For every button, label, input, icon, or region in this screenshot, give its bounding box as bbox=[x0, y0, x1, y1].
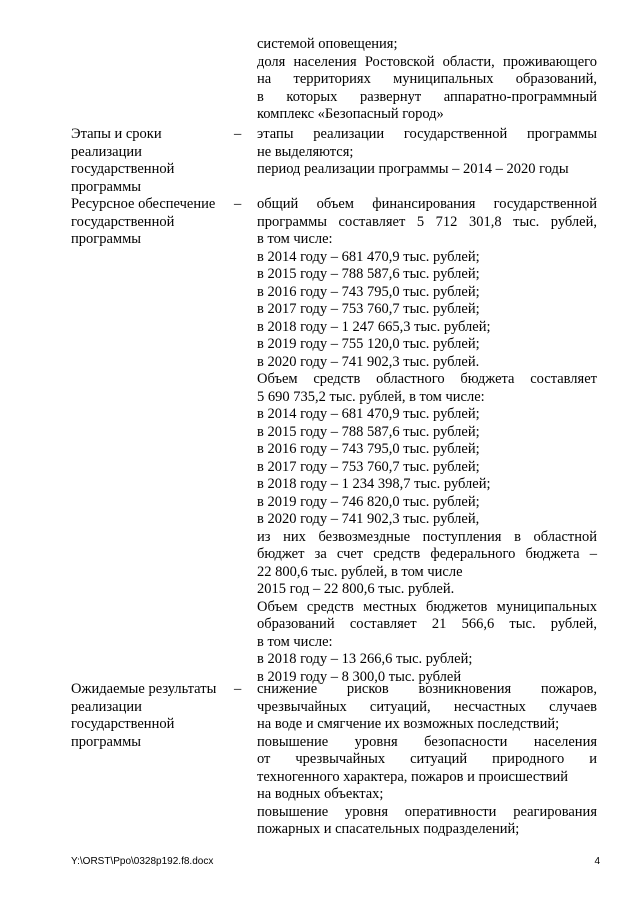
content-line: в 2014 году – 681 470,9 тыс. рублей; bbox=[257, 406, 480, 422]
content-line: 2015 год – 22 800,6 тыс. рублей. bbox=[257, 581, 455, 597]
content-line: в 2020 году – 741 902,3 тыс. рублей. bbox=[257, 353, 480, 370]
intro-content bbox=[257, 36, 597, 124]
intro-line: на территориях муниципальных образований, bbox=[257, 71, 597, 87]
label-line: программы bbox=[71, 231, 141, 247]
page-number: 4 bbox=[594, 856, 600, 867]
content-line: не выделяются; bbox=[257, 143, 354, 160]
content-line: чрезвычайных ситуаций, несчастных случаев bbox=[257, 698, 597, 715]
section-label bbox=[71, 126, 241, 196]
section-dash: – bbox=[234, 126, 242, 142]
label-line: государственной bbox=[71, 161, 175, 177]
intro-line: системой оповещения; bbox=[257, 36, 398, 52]
content-line: 5 690 735,2 тыс. рублей, в том числе: bbox=[257, 388, 485, 405]
content-line: в 2016 году – 743 795,0 тыс. рублей; bbox=[257, 441, 480, 457]
content-line: этапы реализации государственной программы bbox=[257, 126, 597, 142]
section-label bbox=[71, 681, 241, 751]
section-content bbox=[257, 126, 597, 179]
content-line: образований составляет 21 566,6 тыс. рублей, bbox=[257, 616, 597, 632]
content-line: программы составляет 5 712 301,8 тыс. рублей, bbox=[257, 213, 597, 230]
section-dash: – bbox=[234, 196, 242, 212]
label-line: программы bbox=[71, 733, 141, 750]
content-line: в 2019 году – 746 820,0 тыс. рублей; bbox=[257, 493, 480, 510]
content-line: общий объем финансирования государственной bbox=[257, 196, 597, 212]
content-line: в 2018 году – 13 266,6 тыс. рублей; bbox=[257, 651, 473, 667]
footer-file-path: Y:\ORST\Ppo\0328p192.f8.docx bbox=[71, 856, 214, 867]
content-line: снижение рисков возникновения пожаров, bbox=[257, 681, 597, 697]
content-line: Объем средств областного бюджета составляет bbox=[257, 371, 597, 387]
section-content bbox=[257, 681, 597, 839]
label-line: государственной bbox=[71, 213, 175, 230]
content-line: от чрезвычайных ситуаций природного и bbox=[257, 751, 597, 767]
content-line: техногенного характера, пожаров и происшествий bbox=[257, 768, 569, 785]
intro-line: комплекс «Безопасный город» bbox=[257, 106, 444, 122]
content-line: в 2016 году – 743 795,0 тыс. рублей; bbox=[257, 283, 480, 300]
content-line: бюджет за счет средств федерального бюджета – bbox=[257, 546, 597, 562]
content-line: в 2019 году – 8 300,0 тыс. рублей bbox=[257, 668, 462, 685]
label-line: реализации bbox=[71, 143, 142, 160]
content-line: в 2017 году – 753 760,7 тыс. рублей; bbox=[257, 301, 480, 317]
content-line: пожарных и спасательных подразделений; bbox=[257, 821, 520, 837]
content-line: в 2018 году – 1 247 665,3 тыс. рублей; bbox=[257, 318, 491, 335]
section-label bbox=[71, 196, 241, 249]
content-line: из них безвозмездные поступления в областной bbox=[257, 528, 597, 545]
content-line: в 2015 году – 788 587,6 тыс. рублей; bbox=[257, 266, 480, 282]
label-line: программы bbox=[71, 178, 141, 195]
section-content bbox=[257, 196, 597, 686]
label-line: государственной bbox=[71, 716, 175, 732]
content-line: в 2020 году – 741 902,3 тыс. рублей, bbox=[257, 511, 480, 527]
content-line: в 2015 году – 788 587,6 тыс. рублей; bbox=[257, 423, 480, 440]
label-line: реализации bbox=[71, 698, 142, 715]
content-line: на водных объектах; bbox=[257, 786, 384, 802]
content-line: Объем средств местных бюджетов муниципальных bbox=[257, 598, 597, 615]
intro-line: в которых развернут аппаратно-программный bbox=[257, 88, 597, 105]
content-line: 22 800,6 тыс. рублей, в том числе bbox=[257, 563, 463, 580]
content-line: в 2019 году – 755 120,0 тыс. рублей; bbox=[257, 336, 480, 352]
content-line: на воде и смягчение их возможных последствий; bbox=[257, 716, 560, 732]
content-line: повышение уровня оперативности реагирования bbox=[257, 803, 597, 820]
intro-line: доля населения Ростовской области, проживающего bbox=[257, 53, 597, 70]
content-line: в 2014 году – 681 470,9 тыс. рублей; bbox=[257, 248, 480, 265]
content-line: в 2018 году – 1 234 398,7 тыс. рублей; bbox=[257, 476, 491, 492]
label-line: Ресурсное обеспечение bbox=[71, 196, 216, 212]
content-line: повышение уровня безопасности населения bbox=[257, 733, 597, 750]
content-line: в том числе: bbox=[257, 231, 333, 247]
label-line: Ожидаемые результаты bbox=[71, 681, 217, 697]
content-line: период реализации программы – 2014 – 2020 годы bbox=[257, 161, 569, 177]
content-line: в том числе: bbox=[257, 633, 333, 650]
content-line: в 2017 году – 753 760,7 тыс. рублей; bbox=[257, 458, 480, 475]
section-dash: – bbox=[234, 681, 242, 697]
label-line: Этапы и сроки bbox=[71, 126, 162, 142]
